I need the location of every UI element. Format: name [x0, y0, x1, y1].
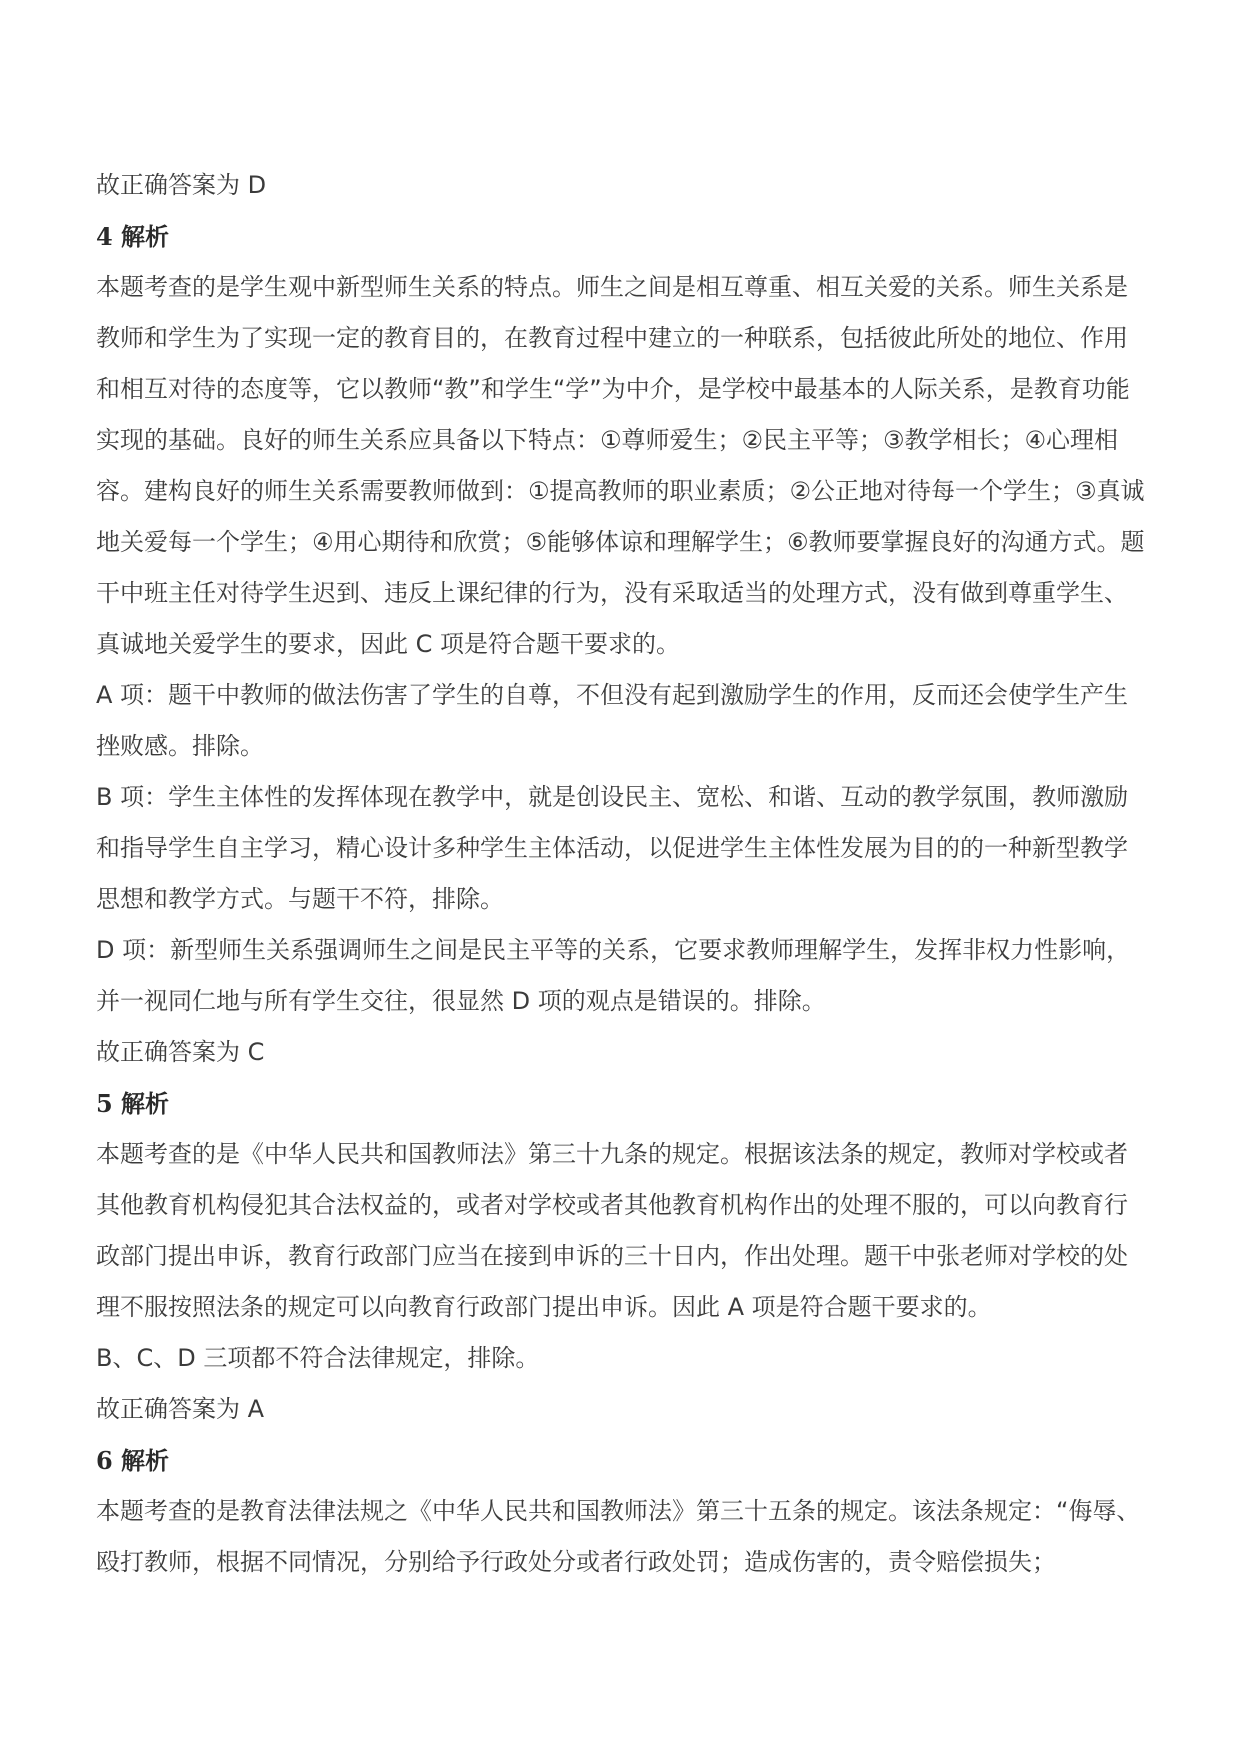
options-bcd-paragraph: B、C、D 三项都不符合法律规定，排除。 [96, 1344, 540, 1372]
answer-line: 故正确答案为 D [96, 171, 267, 199]
answer-line: 故正确答案为 C [96, 1038, 265, 1066]
explanation-paragraph: 本题考查的是《中华人民共和国教师法》第三十九条的规定。根据该法条的规定，教师对学校或者其他教育机构侵犯其合法权益的，或者对学校或者其他教育机构作出的处理不服的，可以向教育行政部门提出申诉，教育行政部门应当在接到申诉的三十日内，作出处理。题干中张老师对学校的处理不服按照法条的规定可以向教育行政部门提出申诉。因此 A 项是符合题干要求的。 [96, 1140, 1128, 1321]
option-d-paragraph: D 项：新型师生关系强调师生之间是民主平等的关系，它要求教师理解学生，发挥非权力性影响，并一视同仁地与所有学生交往，很显然 D 项的观点是错误的。排除。 [96, 936, 1131, 1015]
explanation-paragraph: 本题考查的是学生观中新型师生关系的特点。师生之间是相互尊重、相互关爱的关系。师生关系是教师和学生为了实现一定的教育目的，在教育过程中建立的一种联系，包括彼此所处的地位、作用和相互对待的态度等，它以教师“教”和学生“学”为中介，是学校中最基本的人际关系，是教育功能实现的基础。良好的师生关系应具备以下特点：①尊师爱生；②民主平等；③教学相长；④心理相容。建构良好的师生关系需要教师做到：①提高教师的职业素质；②公正地对待每一个学生；③真诚地关爱每一个学生；④用心期待和欣赏；⑤能够体谅和理解学生；⑥教师要掌握良好的沟通方式。题干中班主任对待学生迟到、违反上课纪律的行为，没有采取适当的处理方式，没有做到尊重学生、真诚地关爱学生的要求，因此 C 项是符合题干要求的。 [96, 273, 1145, 658]
document-page [96, 160, 1146, 1588]
answer-line: 故正确答案为 A [96, 1395, 265, 1423]
option-a-paragraph: A 项：题干中教师的做法伤害了学生的自尊，不但没有起到激励学生的作用，反而还会使学生产生挫败感。排除。 [96, 681, 1129, 760]
section-heading: 4 解析 [96, 222, 170, 251]
section-heading: 5 解析 [96, 1089, 170, 1118]
explanation-paragraph: 本题考查的是教育法律法规之《中华人民共和国教师法》第三十五条的规定。该法条规定：“侮辱、殴打教师，根据不同情况，分别给予行政处分或者行政处罚；造成伤害的，责令赔偿损失； [96, 1497, 1141, 1576]
option-b-paragraph: B 项：学生主体性的发挥体现在教学中，就是创设民主、宽松、和谐、互动的教学氛围，教师激励和指导学生自主学习，精心设计多种学生主体活动，以促进学生主体性发展为目的的一种新型教学思想和教学方式。与题干不符，排除。 [96, 783, 1129, 913]
section-heading: 6 解析 [96, 1446, 170, 1475]
